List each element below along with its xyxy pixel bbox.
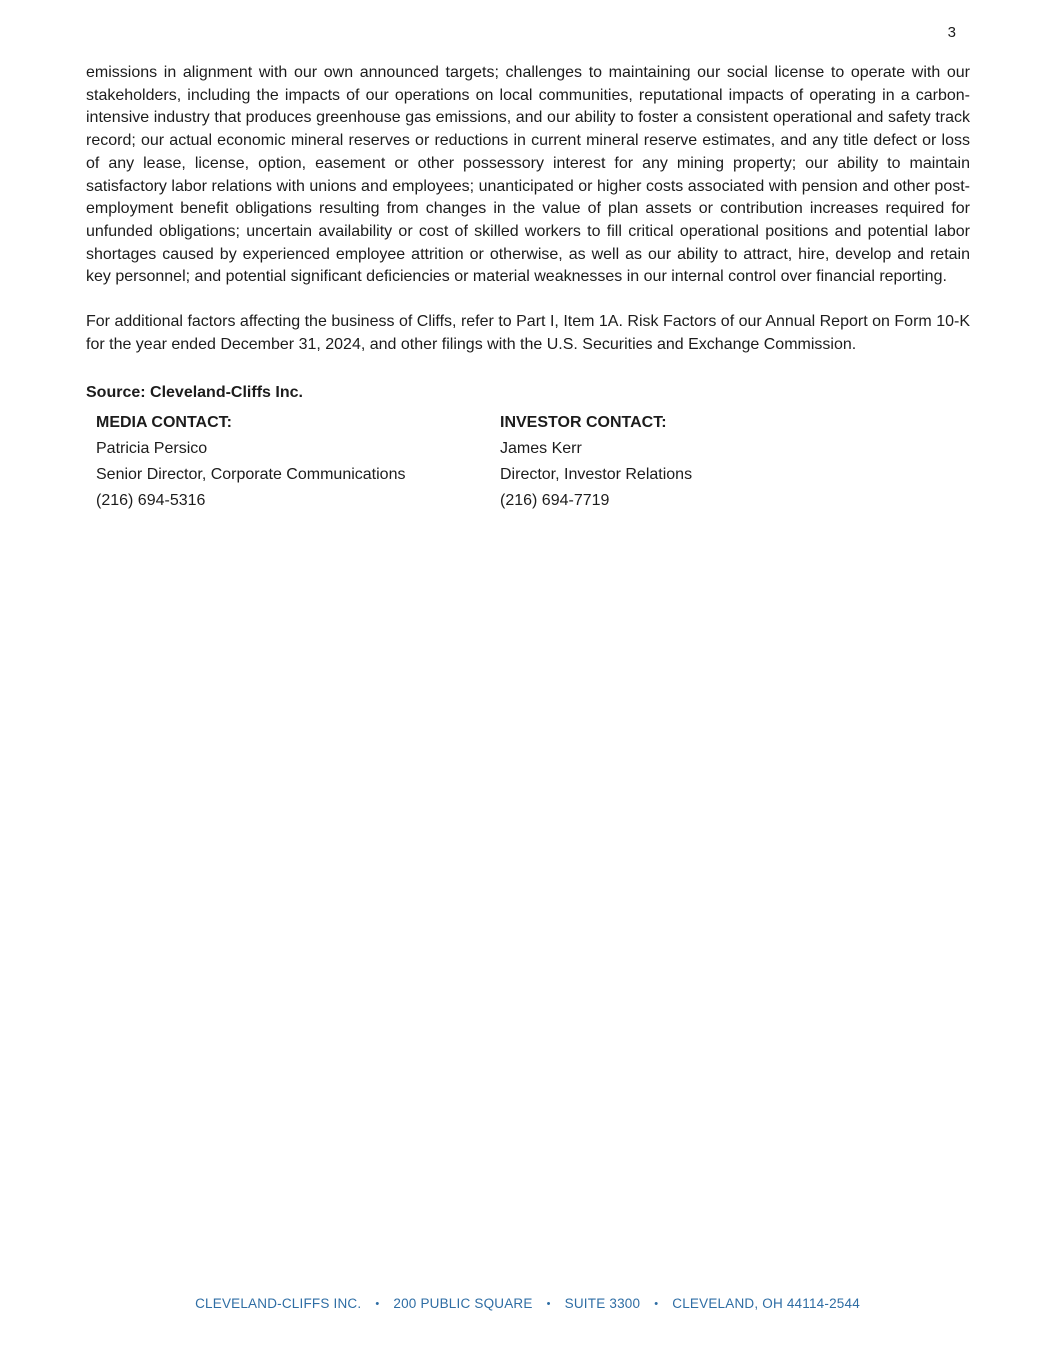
investor-contact-title: Director, Investor Relations bbox=[500, 466, 693, 484]
media-contact-title: Senior Director, Corporate Communications bbox=[96, 466, 406, 484]
footer-city-state-zip: CLEVELAND, OH 44114-2544 bbox=[672, 1296, 860, 1311]
forward-looking-statements-paragraph: emissions in alignment with our own announced targets; challenges to maintaining our social license to operate with our stakeholders, including the impacts of our operations on local communities, reputational impacts of operating in a carbon-intensive industry that produces greenhouse gas emissions, and our ability to foster a consistent operational and safety track record; our actual economic mineral reserves or reductions in current mineral reserve estimates, and any title defect or loss of any lease, license, option, easement or other possessory interest for any mining property; our ability to maintain satisfactory labor relations with unions and employees; unanticipated or higher costs associated with pension and other post-employment benefit obligations resulting from changes in the value of plan assets or contribution increases required for unfunded obligations; uncertain availability or cost of skilled workers to fill critical operational positions and potential labor shortages caused by experienced employee attrition or otherwise, as well as our ability to attract, hire, develop and retain key personnel; and potential significant deficiencies or material weaknesses in our internal control over financial reporting. bbox=[86, 64, 970, 286]
footer-suite: SUITE 3300 bbox=[564, 1296, 641, 1311]
footer-bullet-icon: • bbox=[654, 1298, 659, 1310]
media-contact-phone: (216) 694-5316 bbox=[96, 492, 206, 510]
investor-contact-block bbox=[500, 410, 692, 514]
additional-factors-paragraph: For additional factors affecting the business of Cliffs, refer to Part I, Item 1A. Risk Factors of our Annual Report on Form 10-K for the year ended December 31, 2024, and other filings with the U.S. Securities and Exchange Commission. bbox=[86, 313, 970, 353]
investor-contact-phone: (216) 694-7719 bbox=[500, 492, 610, 510]
footer-company-name: CLEVELAND-CLIFFS INC. bbox=[195, 1296, 362, 1311]
source-line: Source: Cleveland-Cliffs Inc. bbox=[86, 384, 303, 402]
page-number: 3 bbox=[947, 24, 956, 41]
investor-contact-heading: INVESTOR CONTACT: bbox=[500, 414, 667, 432]
footer-bullet-icon: • bbox=[546, 1298, 551, 1310]
footer-bullet-icon: • bbox=[375, 1298, 380, 1310]
contacts-section bbox=[96, 410, 970, 514]
page-content bbox=[86, 62, 970, 514]
footer-address-line bbox=[0, 1295, 1055, 1313]
media-contact-heading: MEDIA CONTACT: bbox=[96, 414, 232, 432]
media-contact-block bbox=[96, 410, 500, 514]
investor-contact-name: James Kerr bbox=[500, 440, 582, 458]
footer-street-address: 200 PUBLIC SQUARE bbox=[393, 1296, 533, 1311]
media-contact-name: Patricia Persico bbox=[96, 440, 208, 458]
